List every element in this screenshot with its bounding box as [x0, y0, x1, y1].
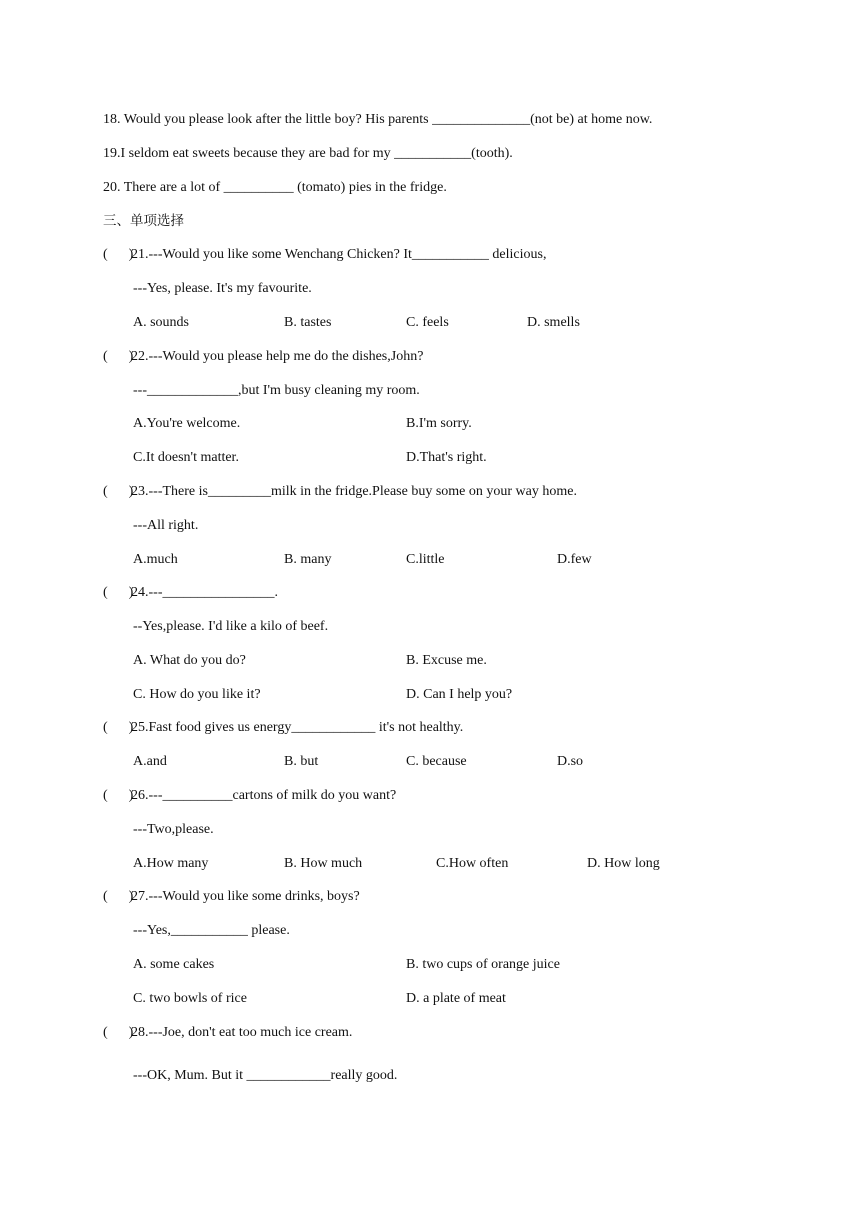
option-d: D.so [557, 754, 584, 769]
option-c: C. because [406, 754, 467, 769]
option-c: C.little [406, 552, 445, 567]
question-stem: 21.---Would you like some Wenchang Chicken? It___________ delicious, [131, 247, 547, 262]
option-b: B. but [284, 754, 319, 769]
option-c: C. two bowls of rice [133, 991, 247, 1006]
answer-paren: ( ) [103, 247, 134, 262]
option-a: A.much [133, 552, 178, 567]
question-20: 20. There are a lot of __________ (tomato) pies in the fridge. [103, 180, 447, 195]
option-d: D. Can I help you? [406, 687, 513, 702]
question-18: 18. Would you please look after the little boy? His parents ______________(not be) at home now. [103, 112, 653, 127]
question-reply: ---OK, Mum. But it ____________really good. [133, 1068, 398, 1083]
option-d: D.That's right. [406, 450, 487, 465]
option-a: A. some cakes [133, 957, 215, 972]
option-c: C.It doesn't matter. [133, 450, 239, 465]
answer-paren: ( ) [103, 720, 134, 735]
option-a: A.and [133, 754, 167, 769]
option-d: D. How long [587, 856, 660, 871]
option-c: C. feels [406, 315, 449, 330]
answer-paren: ( ) [103, 788, 134, 803]
option-d: D. smells [527, 315, 580, 330]
option-b: B.I'm sorry. [406, 416, 472, 431]
option-a: A. What do you do? [133, 653, 246, 668]
question-reply: ---All right. [133, 518, 199, 533]
answer-paren: ( ) [103, 585, 134, 600]
option-b: B. tastes [284, 315, 332, 330]
option-c: C.How often [436, 856, 509, 871]
answer-paren: ( ) [103, 349, 134, 364]
option-b: B. How much [284, 856, 363, 871]
option-d: D.few [557, 552, 592, 567]
question-stem: 28.---Joe, don't eat too much ice cream. [131, 1025, 353, 1040]
option-b: B. two cups of orange juice [406, 957, 560, 972]
section-title: 三、单项选择 [103, 213, 184, 229]
question-stem: 26.---__________cartons of milk do you want? [131, 788, 397, 803]
answer-paren: ( ) [103, 484, 134, 499]
answer-paren: ( ) [103, 889, 134, 904]
question-stem: 24.---________________. [131, 585, 278, 600]
option-d: D. a plate of meat [406, 991, 506, 1006]
question-stem: 27.---Would you like some drinks, boys? [131, 889, 360, 904]
question-reply: ---Yes, please. It's my favourite. [133, 281, 312, 296]
option-b: B. many [284, 552, 332, 567]
question-reply: --Yes,please. I'd like a kilo of beef. [133, 619, 329, 634]
option-a: A. sounds [133, 315, 190, 330]
question-reply: ---_____________,but I'm busy cleaning my room. [133, 383, 420, 398]
question-19: 19.I seldom eat sweets because they are bad for my ___________(tooth). [103, 146, 513, 161]
answer-paren: ( ) [103, 1025, 134, 1040]
question-stem: 22.---Would you please help me do the dishes,John? [131, 349, 424, 364]
question-reply: ---Yes,___________ please. [133, 923, 290, 938]
option-a: A.How many [133, 856, 209, 871]
option-c: C. How do you like it? [133, 687, 261, 702]
question-stem: 23.---There is_________milk in the fridge.Please buy some on your way home. [131, 484, 577, 499]
option-b: B. Excuse me. [406, 653, 487, 668]
option-a: A.You're welcome. [133, 416, 241, 431]
question-reply: ---Two,please. [133, 822, 214, 837]
question-stem: 25.Fast food gives us energy____________ it's not healthy. [131, 720, 464, 735]
